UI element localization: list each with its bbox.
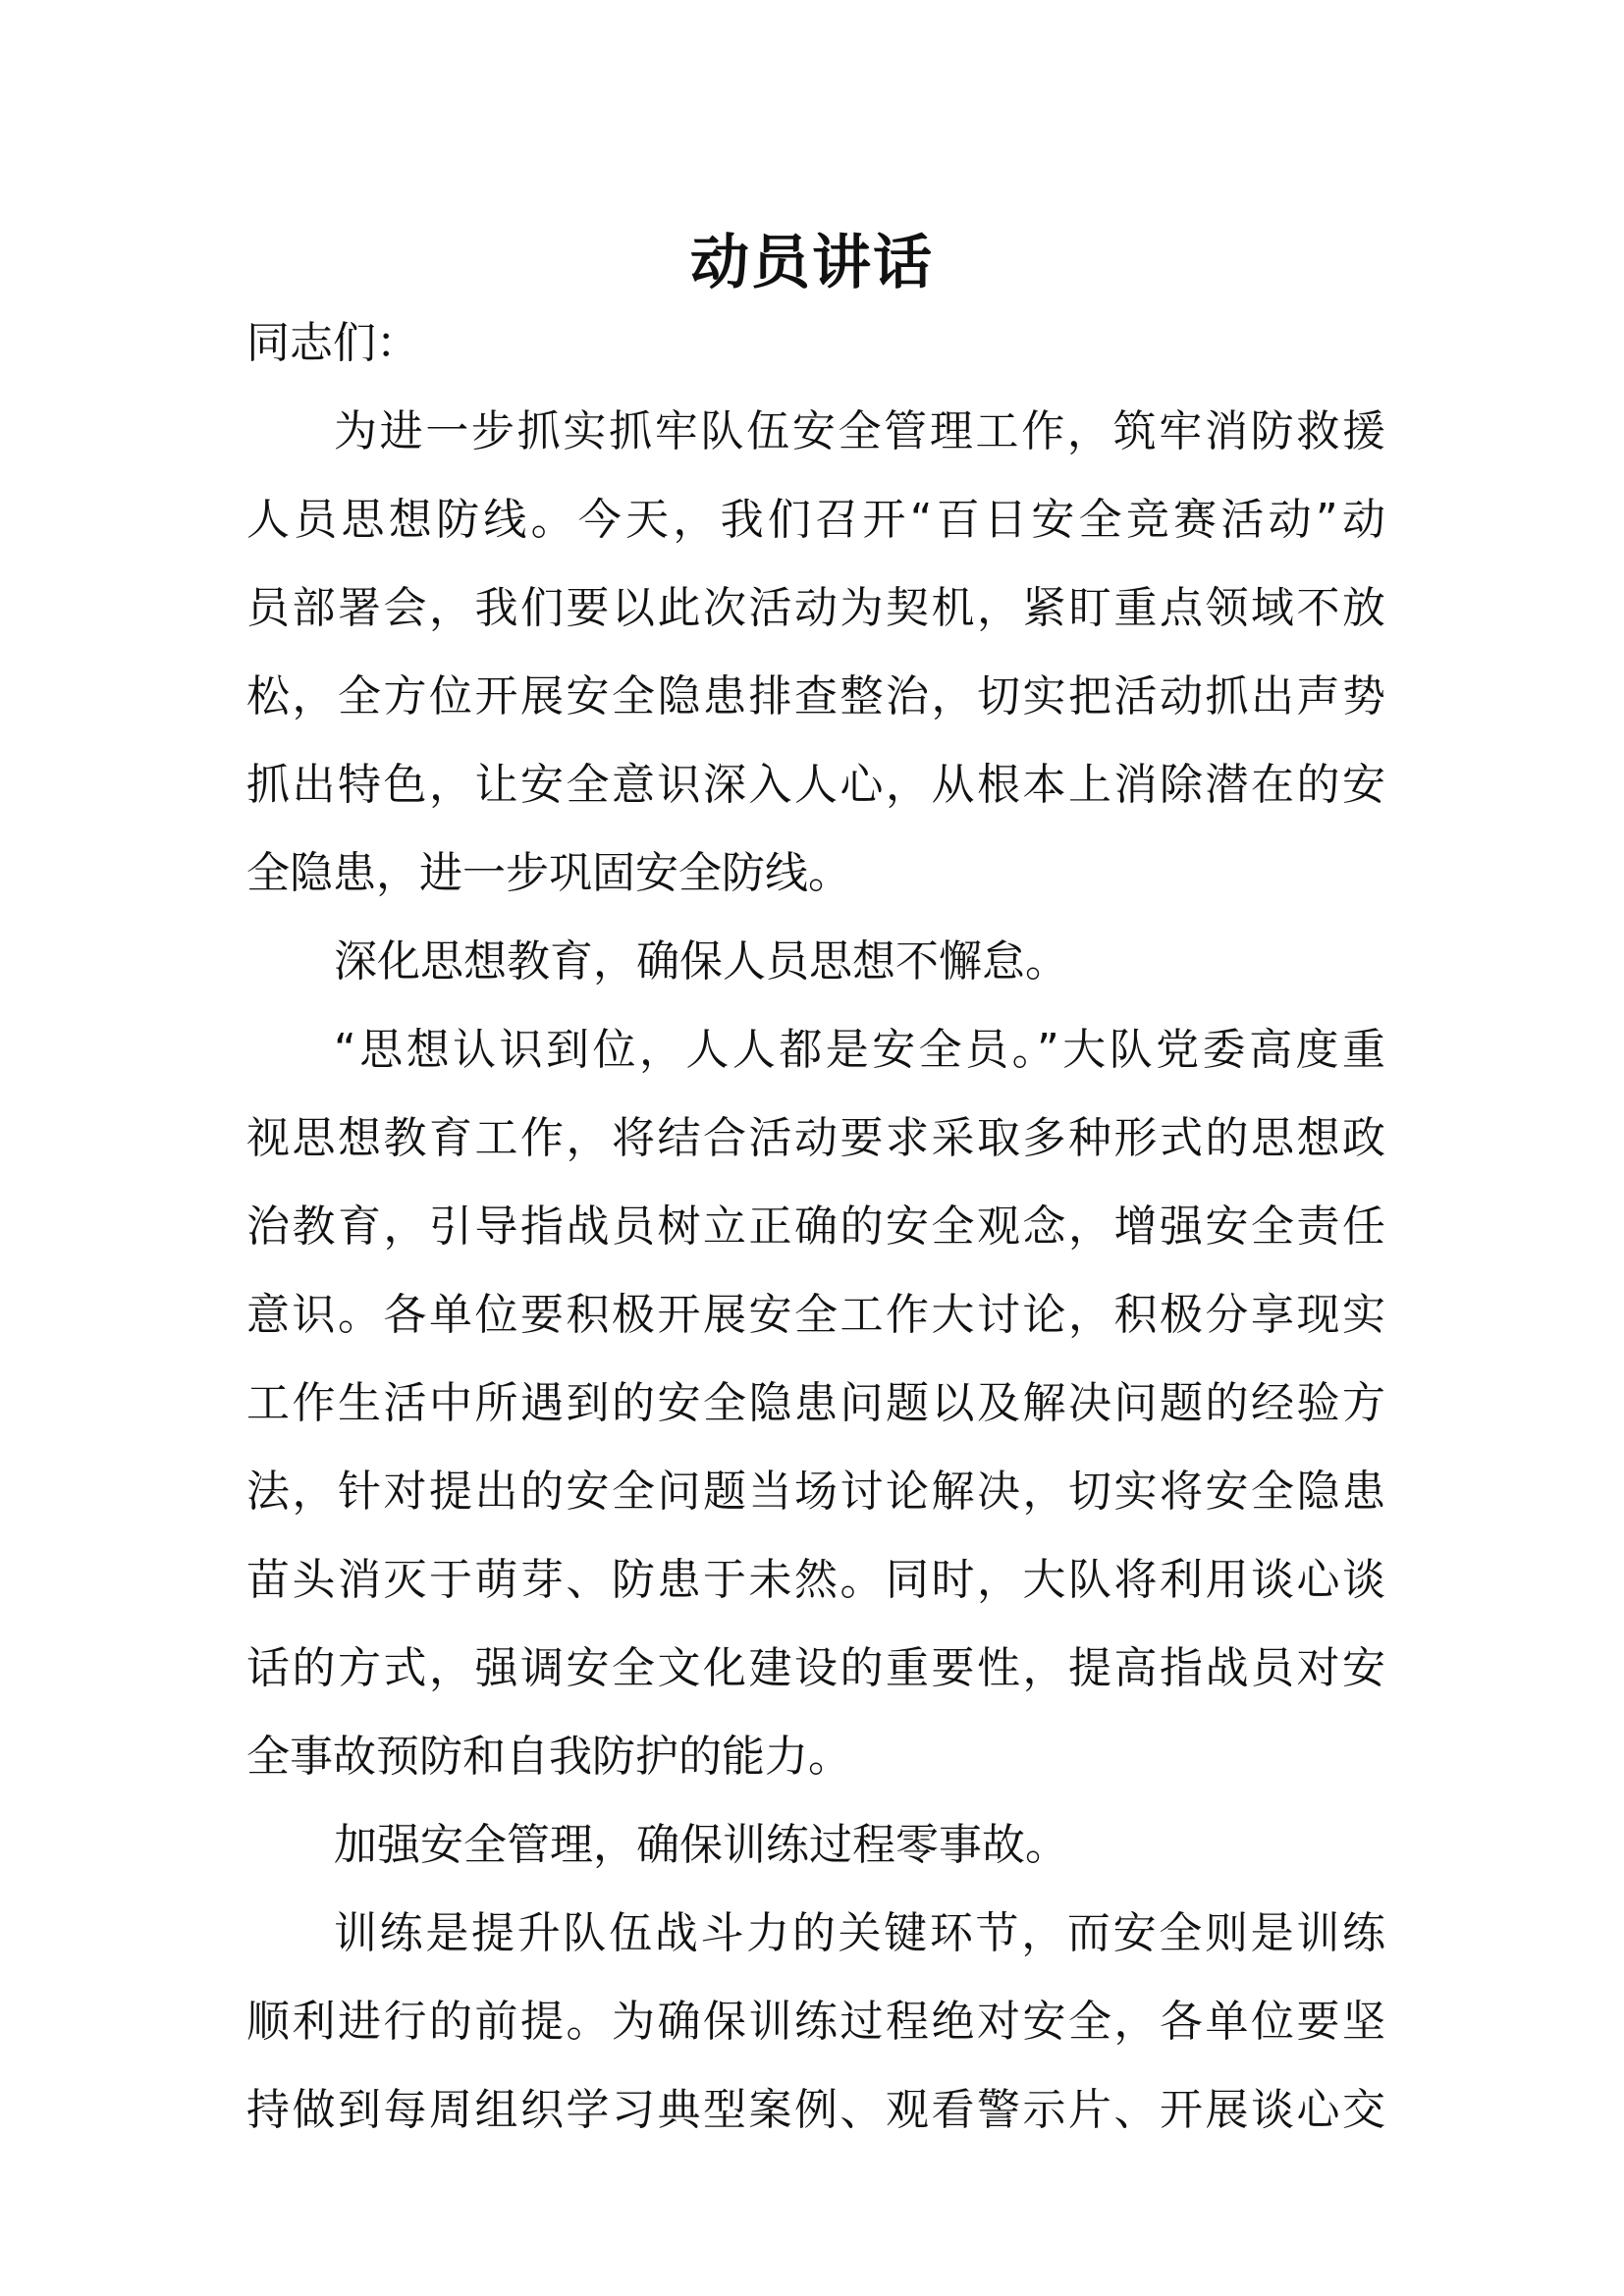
text-line: 抓出特色，让安全意识深入人心，从根本上消除潜在的安 (246, 760, 1385, 810)
text-line: 治教育，引导指战员树立正确的安全观念，增强安全责任 (246, 1201, 1385, 1252)
text-line: 意识。各单位要积极开展安全工作大讨论，积极分享现实 (246, 1290, 1385, 1340)
text-line: 松，全方位开展安全隐患排查整治，切实把活动抓出声势 (246, 671, 1385, 721)
text-line: 苗头消灭于萌芽、防患于未然。同时，大队将利用谈心谈 (246, 1555, 1385, 1605)
text-line: 全隐患，进一步巩固安全防线。 (246, 848, 851, 898)
text-line: 全事故预防和自我防护的能力。 (246, 1732, 851, 1782)
text-line: 训练是提升队伍战斗力的关键环节，而安全则是训练 (334, 1908, 1385, 1958)
text-line: 法，针对提出的安全问题当场讨论解决，切实将安全隐患 (246, 1467, 1385, 1517)
text-line: 工作生活中所遇到的安全隐患问题以及解决问题的经验方 (246, 1378, 1385, 1428)
text-line: “思想认识到位，人人都是安全员。”大队党委高度重 (334, 1025, 1385, 1075)
text-line: 顺利进行的前提。为确保训练过程绝对安全，各单位要坚 (246, 1997, 1385, 2047)
document-title: 动员讲话 (690, 229, 934, 297)
text-line: 为进一步抓实抓牢队伍安全管理工作，筑牢消防救援 (334, 406, 1385, 456)
section-heading: 深化思想教育，确保人员思想不懈怠。 (334, 936, 1068, 987)
text-line: 视思想教育工作，将结合活动要求采取多种形式的思想政 (246, 1113, 1385, 1163)
text-line: 人员思想防线。今天，我们召开“百日安全竞赛活动”动 (246, 495, 1385, 545)
text-line: 员部署会，我们要以此次活动为契机，紧盯重点领域不放 (246, 583, 1385, 633)
text-line: 话的方式，强调安全文化建设的重要性，提高指战员对安 (246, 1643, 1385, 1693)
salutation: 同志们： (246, 318, 419, 368)
section-heading: 加强安全管理，确保训练过程零事故。 (334, 1820, 1068, 1870)
text-line: 持做到每周组织学习典型案例、观看警示片、开展谈心交 (246, 2085, 1385, 2135)
